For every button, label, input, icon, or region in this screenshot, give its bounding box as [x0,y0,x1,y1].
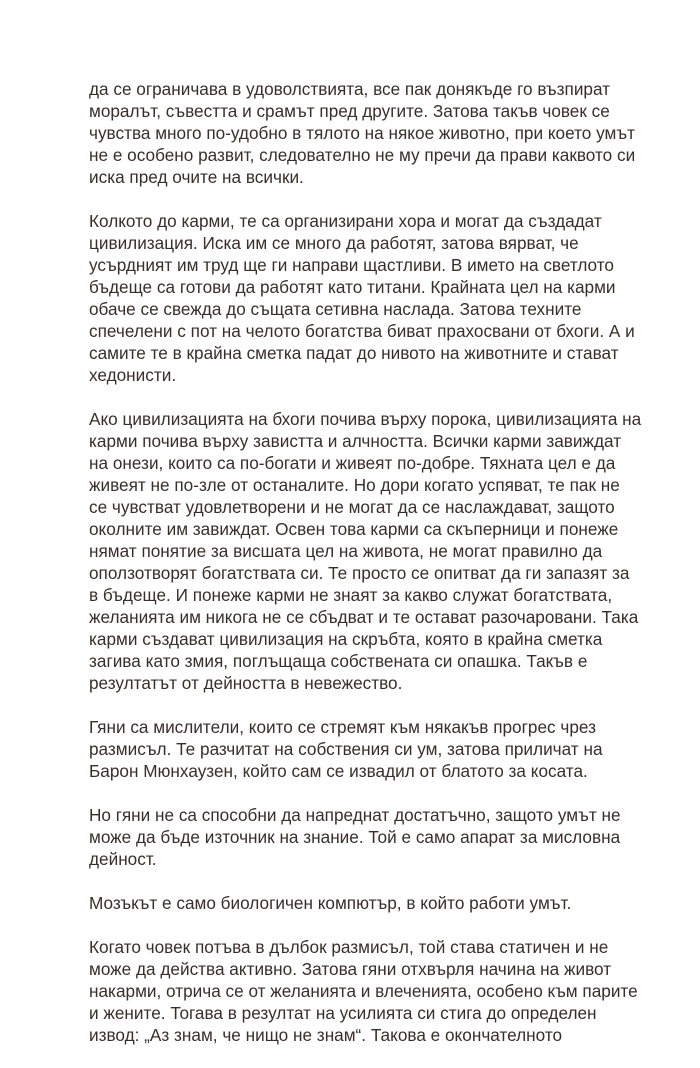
text-line: може да бъде източник на знание. Той е само апарат за мисловна [89,827,621,847]
paragraph [89,408,642,694]
text-line: загива като змия, поглъщаща собствената си опашка. Такъв е [89,651,588,671]
text-line: карми почива върху завистта и алчността. Всички карми завиждат [89,431,622,451]
text-line: Колкото до карми, те са организирани хора и могат да създадат [89,211,602,231]
text-line: оползотворят богатствата си. Те просто се опитват да ги запазят за [89,563,630,583]
text-line: околните им завиждат. Освен това карми са скъперници и понеже [89,519,619,539]
text-line: нямат понятие за висшата цел на живота, не могат правилно да [89,541,603,561]
text-line: не е особено развит, следователно не му пречи да прави каквото си [89,145,636,165]
text-line: спечелени с пот на челото богатства биват прахосвани от бхоги. А и [89,321,635,341]
text-line: бъдеще са готови да работят като титани. Крайната цел на карми [89,277,616,297]
text-line: Барон Мюнхаузен, който сам се извадил от блатото за косата. [89,761,588,781]
text-line: иска пред очите на всички. [89,167,304,187]
text-line: дейност. [89,849,157,869]
text-line: Мозъкът е само биологичен компютър, в който работи умът. [89,893,572,913]
text-line: усърдният им труд ще ги направи щастливи. В името на светлото [89,255,614,275]
text-line: размисъл. Те разчитат на собствения си ум, затова приличат на [89,739,603,759]
text-line: накарми, отрича се от желанията и влеченията, особено към парите [89,981,638,1001]
text-line: карми създават цивилизация на скръбта, която в крайна сметка [89,629,603,649]
text-line: резултатът от дейността в невежество. [89,673,403,693]
text-line: обаче се свежда до същата сетивна наслада. Затова техните [89,299,582,319]
text-line: се чувстват удовлетворени и не могат да се наслаждават, защото [89,497,615,517]
paragraph [89,804,629,870]
text-line: може да действа активно. Затова гяни отхвърля начина на живот [89,959,612,979]
text-line: Но гяни не са способни да напреднат достатъчно, защото умът не [89,805,621,825]
body-text [89,78,642,1068]
text-line: и жените. Тогава в резултат на усилията си стига до определен [89,1003,597,1023]
text-line: чувства много по-удобно в тялото на някое животно, при което умът [89,123,635,143]
paragraph [89,716,629,782]
paragraph [89,936,638,1046]
text-line: цивилизация. Иска им се много да работят, затова вярват, че [89,233,579,253]
text-line: в бъдеще. И понеже карми не знаят за какво служат богатствата, [89,585,613,605]
text-line: Гяни са мислители, които се стремят към някакъв прогрес чрез [89,717,596,737]
text-line: желанията им никога не се сбъдват и те остават разочаровани. Така [89,607,639,627]
text-line: на онези, които са по-богати и живеят по-добре. Тяхната цел е да [89,453,616,473]
text-line: Ако цивилизацията на бхоги почива върху порока, цивилизацията на [89,409,642,429]
text-line: да се ограничава в удоволствията, все пак донякъде го възпират [89,79,611,99]
text-line: извод: „Аз знам, че нищо не знам“. Такова е окончателното [89,1025,563,1045]
text-line: самите те в крайна сметка падат до нивото на животните и стават [89,343,619,363]
paragraph [89,78,636,188]
text-line: моралът, съвестта и срамът пред другите. Затова такъв човек се [89,101,610,121]
paragraph [89,892,629,914]
paragraph [89,210,635,386]
text-line: хедонисти. [89,365,177,385]
text-line: живеят не по-зле от останалите. Но дори когато успяват, те пак не [89,475,620,495]
text-line: Когато човек потъва в дълбок размисъл, той става статичен и не [89,937,609,957]
